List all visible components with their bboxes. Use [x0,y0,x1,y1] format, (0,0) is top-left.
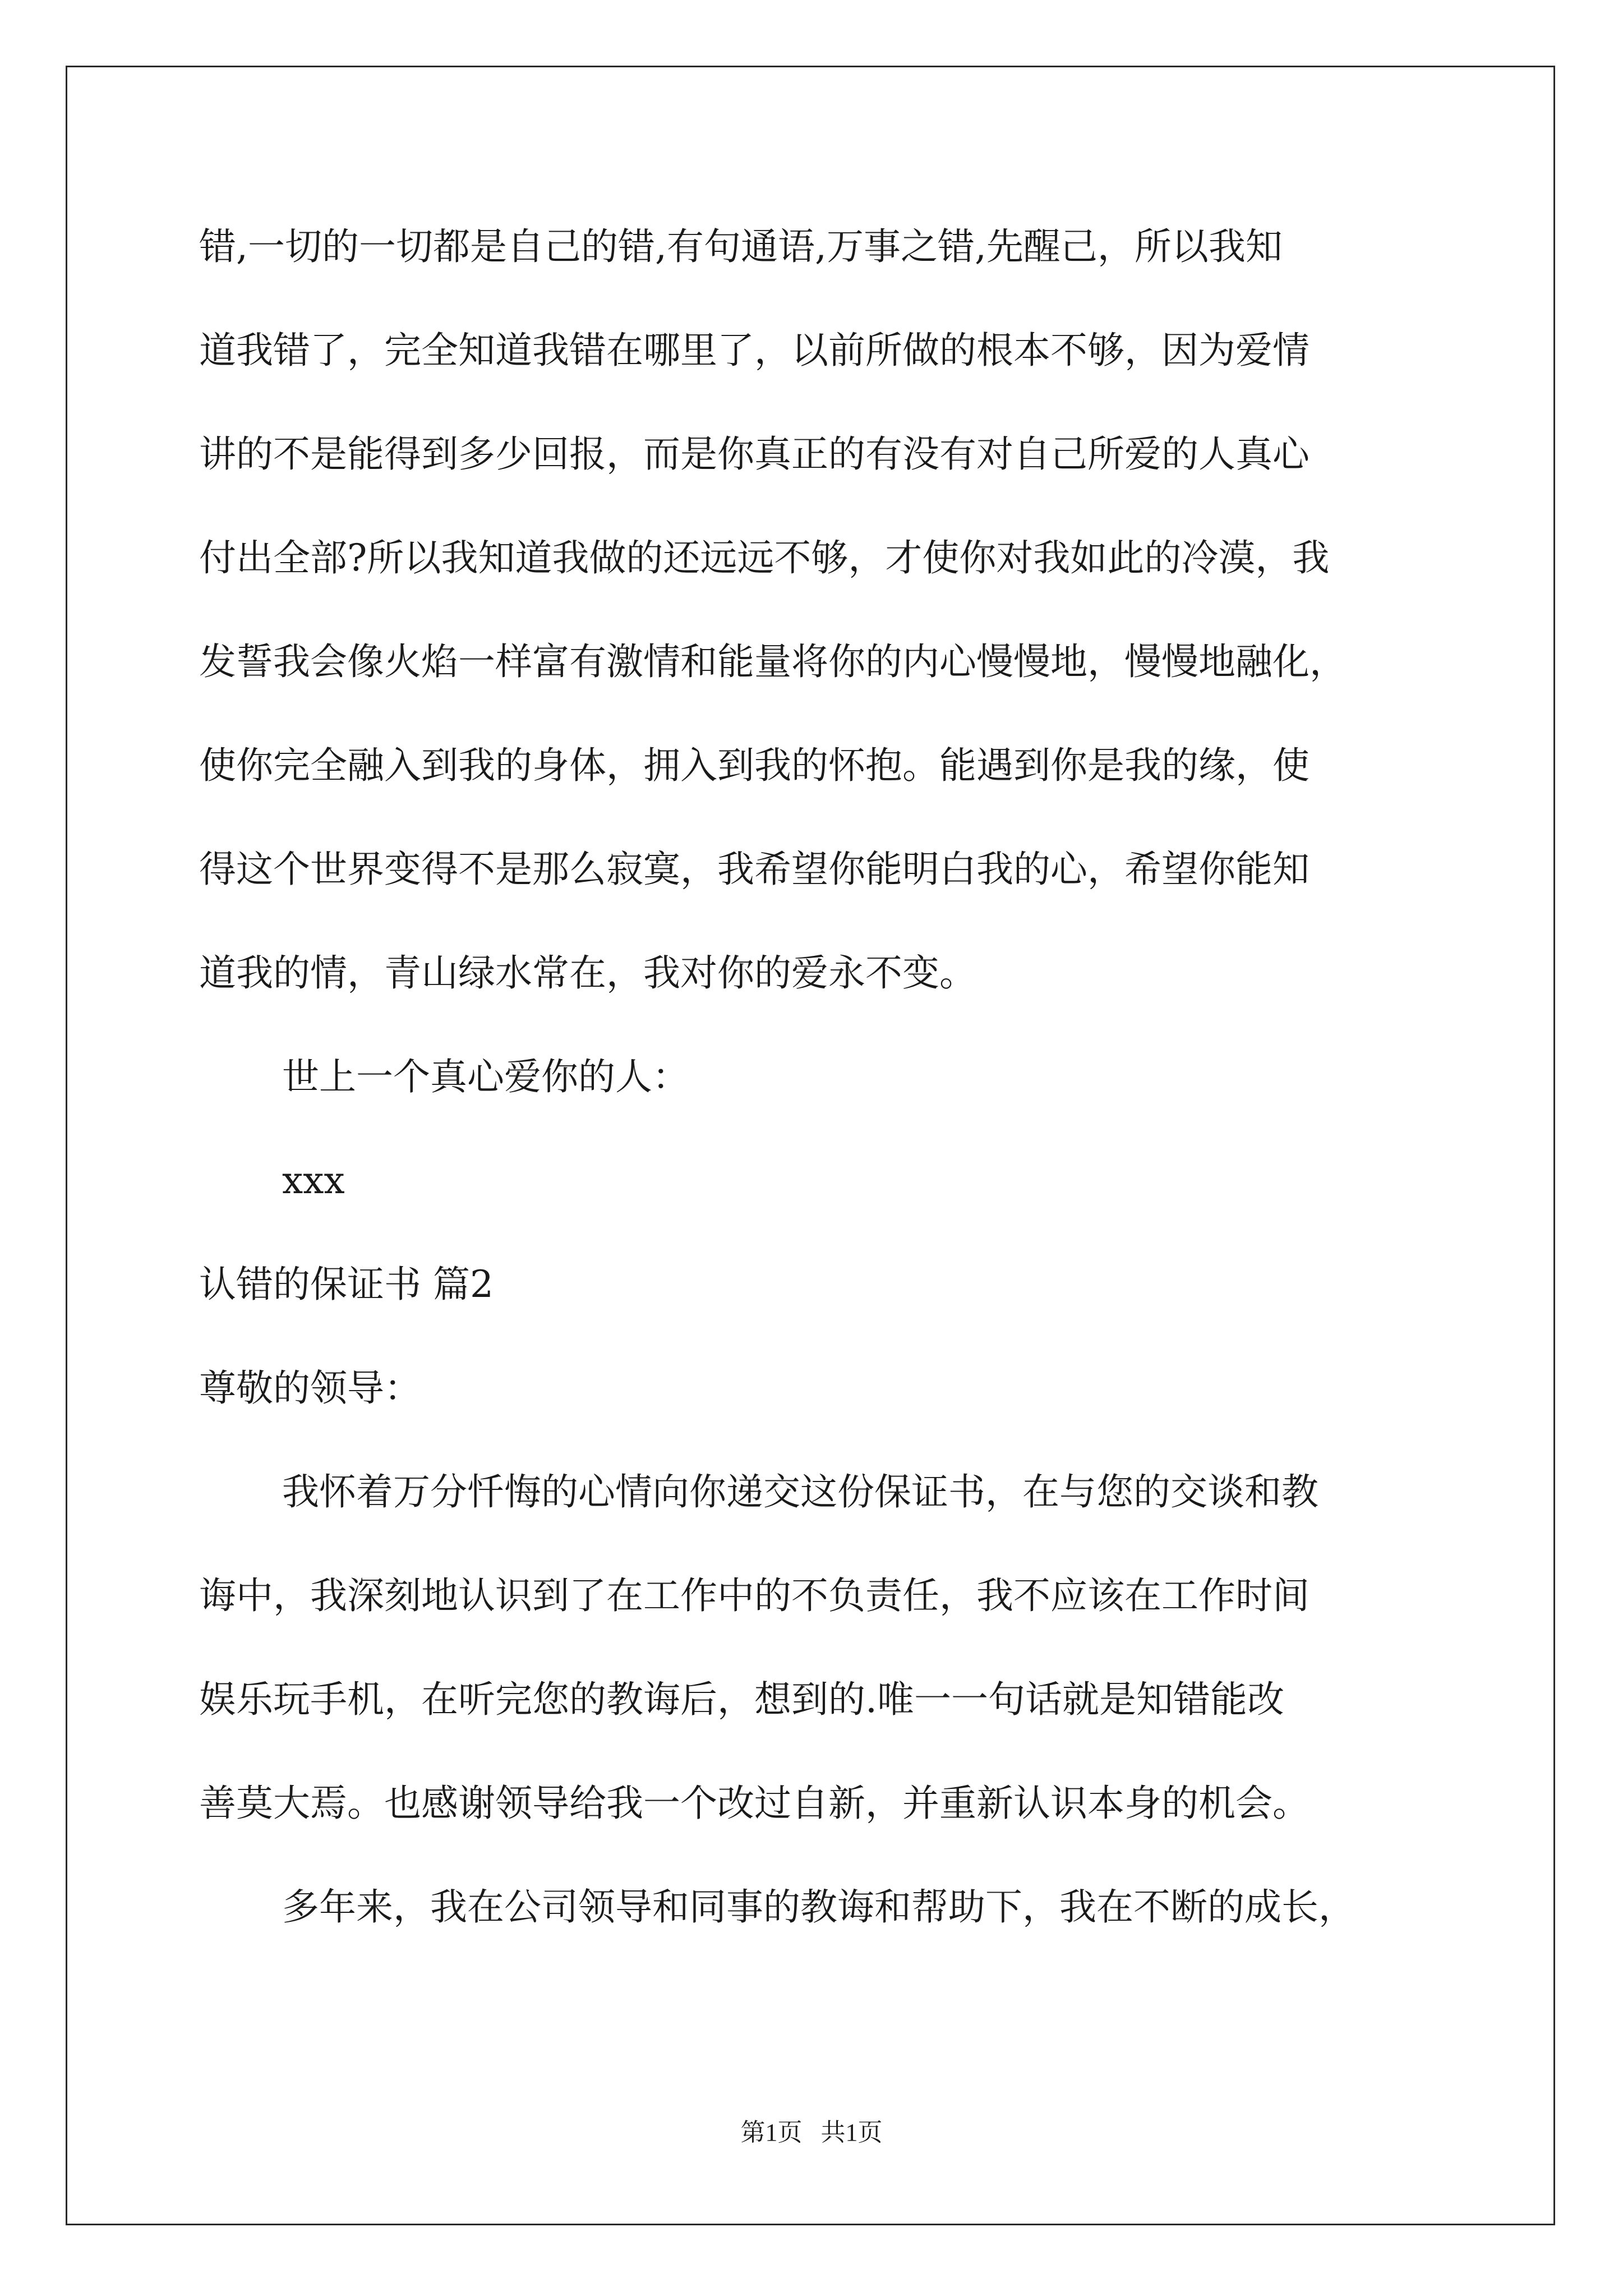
text-line: 娱乐玩手机，在听完您的教诲后，想到的.唯一一句话就是知错能改 [199,1678,1284,1721]
signature-name: xxx [282,1159,345,1202]
text-line: 我怀着万分忏悔的心情向你递交这份保证书，在与您的交谈和教 [282,1470,1318,1513]
text-line: 使你完全融入到我的身体，拥入到我的怀抱。能遇到你是我的缘，使 [199,744,1310,787]
text-line: 诲中，我深刻地认识到了在工作中的不负责任，我不应该在工作时间 [199,1574,1310,1617]
text-line: 多年来，我在公司领导和同事的教诲和帮助下，我在不断的成长， [282,1885,1355,1929]
text-line: 讲的不是能得到多少回报，而是你真正的有没有对自己所爱的人真心 [199,432,1310,476]
text-line: 发誓我会像火焰一样富有激情和能量将你的内心慢慢地，慢慢地融化， [199,640,1347,683]
text-line: 错,一切的一切都是自己的错,有句通语,万事之错,先醒己，所以我知 [199,225,1283,268]
text-line: 善莫大焉。也感谢领导给我一个改过自新，并重新认识本身的机会。 [199,1782,1310,1825]
text-line: 道我错了，完全知道我错在哪里了，以前所做的根本不够，因为爱情 [199,329,1310,372]
text-line: 付出全部?所以我知道我做的还远远不够，才使你对我如此的冷漠，我 [199,536,1330,579]
page-footer [0,2116,1623,2150]
salutation: 尊敬的领导： [199,1366,421,1410]
text-line: 得这个世界变得不是那么寂寞，我希望你能明白我的心，希望你能知 [199,848,1310,891]
page-number: 第1页 共1页 [740,2119,883,2146]
text-line: 道我的情，青山绿水常在，我对你的爱永不变。 [199,951,976,995]
section-heading: 认错的保证书 篇2 [199,1263,494,1306]
signature-line: 世上一个真心爱你的人： [282,1055,689,1098]
